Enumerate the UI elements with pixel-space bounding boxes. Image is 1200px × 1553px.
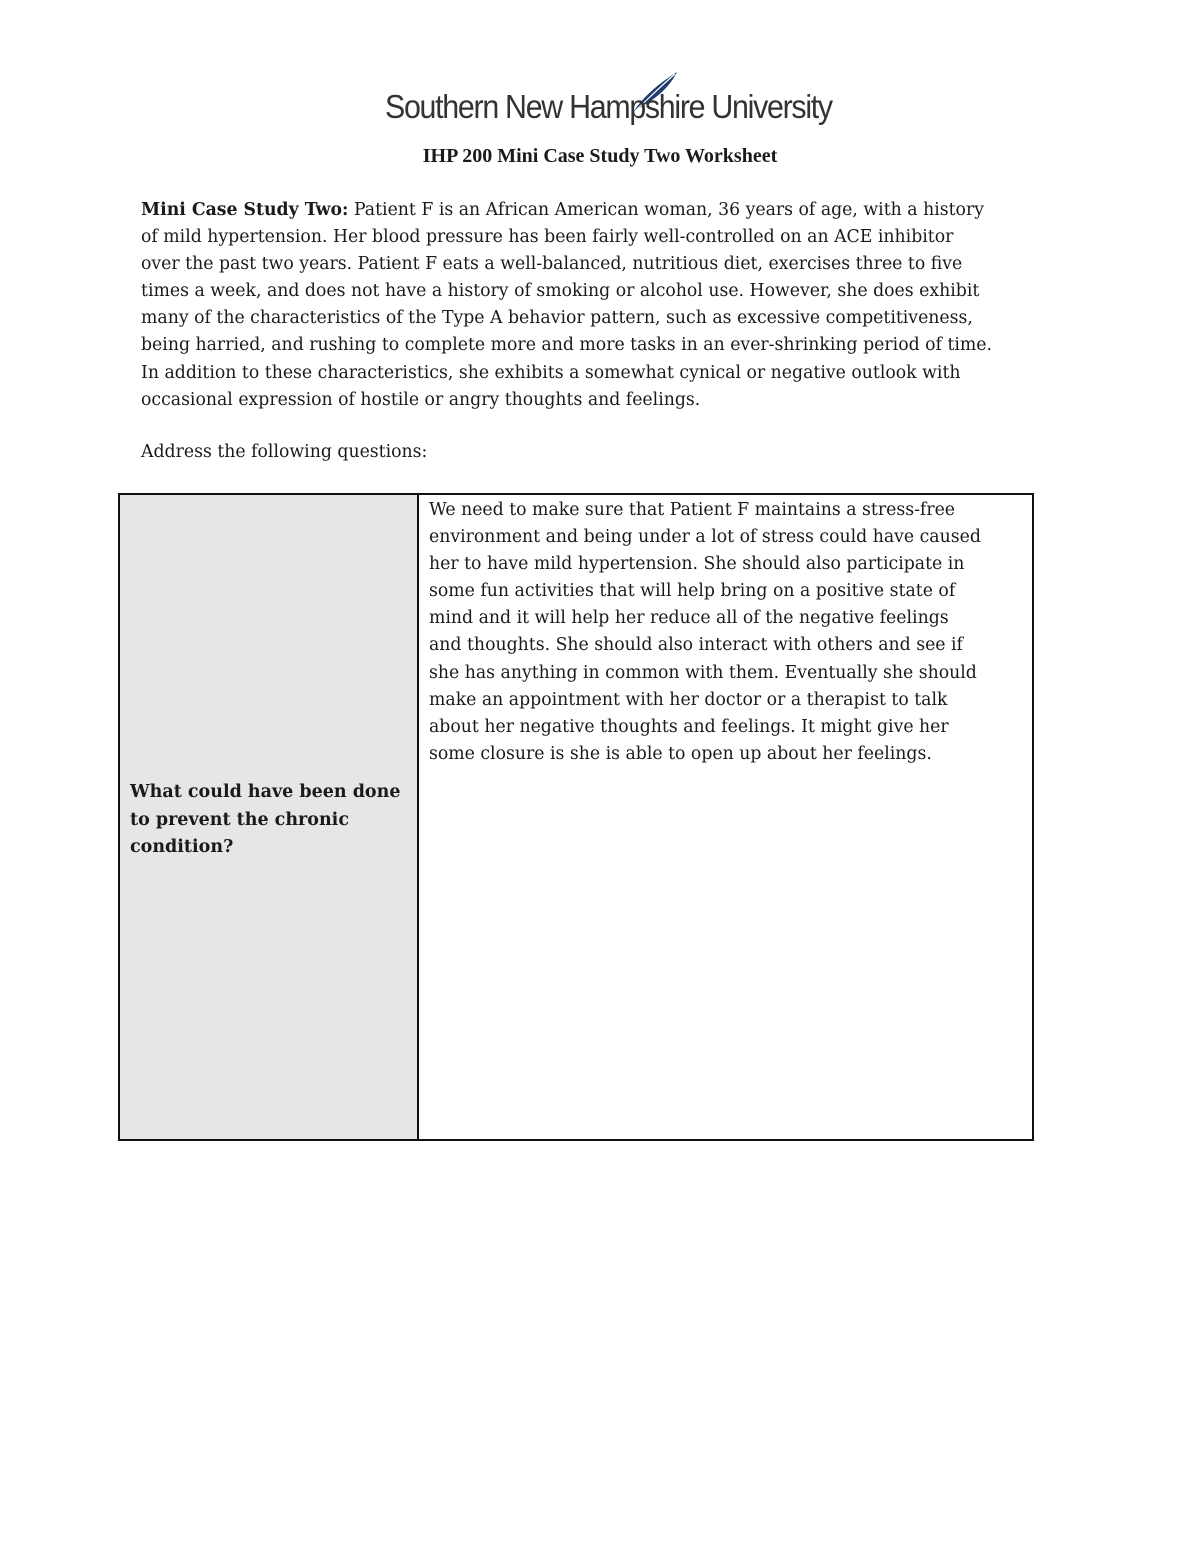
answer-text[interactable] [429,497,1029,768]
answer-line: mind and it will help her reduce all of the negative feelings [429,608,949,629]
case-lead: Mini Case Study Two: [141,200,349,220]
case-study-paragraph [141,197,1061,414]
university-logo [385,68,832,138]
answer-line: some fun activities that will help bring on a positive state of [429,581,956,602]
answer-line: and thoughts. She should also interact with others and see if [429,635,963,656]
answer-line: about her negative thoughts and feelings. It might give her [429,716,949,737]
answer-line: her to have mild hypertension. She should also participate in [429,554,965,575]
case-line: many of the characteristics of the Type A behavior pattern, such as excessive competitiveness, [141,308,973,329]
case-line: occasional expression of hostile or angry thoughts and feelings. [141,389,701,410]
answer-cell[interactable] [419,495,1032,1139]
case-line: In addition to these characteristics, she exhibits a somewhat cynical or negative outlook with [141,362,961,383]
logo-wordmark: Southern New Hampshire University [385,88,832,125]
question-line: What could have been done [130,782,401,802]
question-text [130,779,415,862]
document-title: IHP 200 Mini Case Study Two Worksheet [422,145,778,167]
answer-line: We need to make sure that Patient F maintains a stress-free [429,500,956,520]
case-line: times a week, and does not have a history of smoking or alcohol use. However, she does exhibit [141,281,980,302]
question-answer-table [118,493,1034,1141]
answer-line: some closure is she is able to open up about her feelings. [429,743,932,764]
case-line: being harried, and rushing to complete more and more tasks in an ever-shrinking period of time. [141,335,993,356]
case-line: over the past two years. Patient F eats a well-balanced, nutritious diet, exercises three to five [141,254,963,275]
case-line: of mild hypertension. Her blood pressure has been fairly well-controlled on an ACE inhibitor [141,227,954,248]
address-prompt: Address the following questions: [141,442,428,462]
question-line: to prevent the chronic [130,809,349,830]
question-cell [120,495,419,1139]
answer-line: make an appointment with her doctor or a therapist to talk [429,689,948,710]
answer-line: she has anything in common with them. Eventually she should [429,662,977,683]
answer-line: environment and being under a lot of stress could have caused [429,527,981,548]
question-line: condition? [130,837,234,857]
case-line: Mini Case Study Two: Patient F is an African American woman, 36 years of age, with a history [141,200,984,220]
